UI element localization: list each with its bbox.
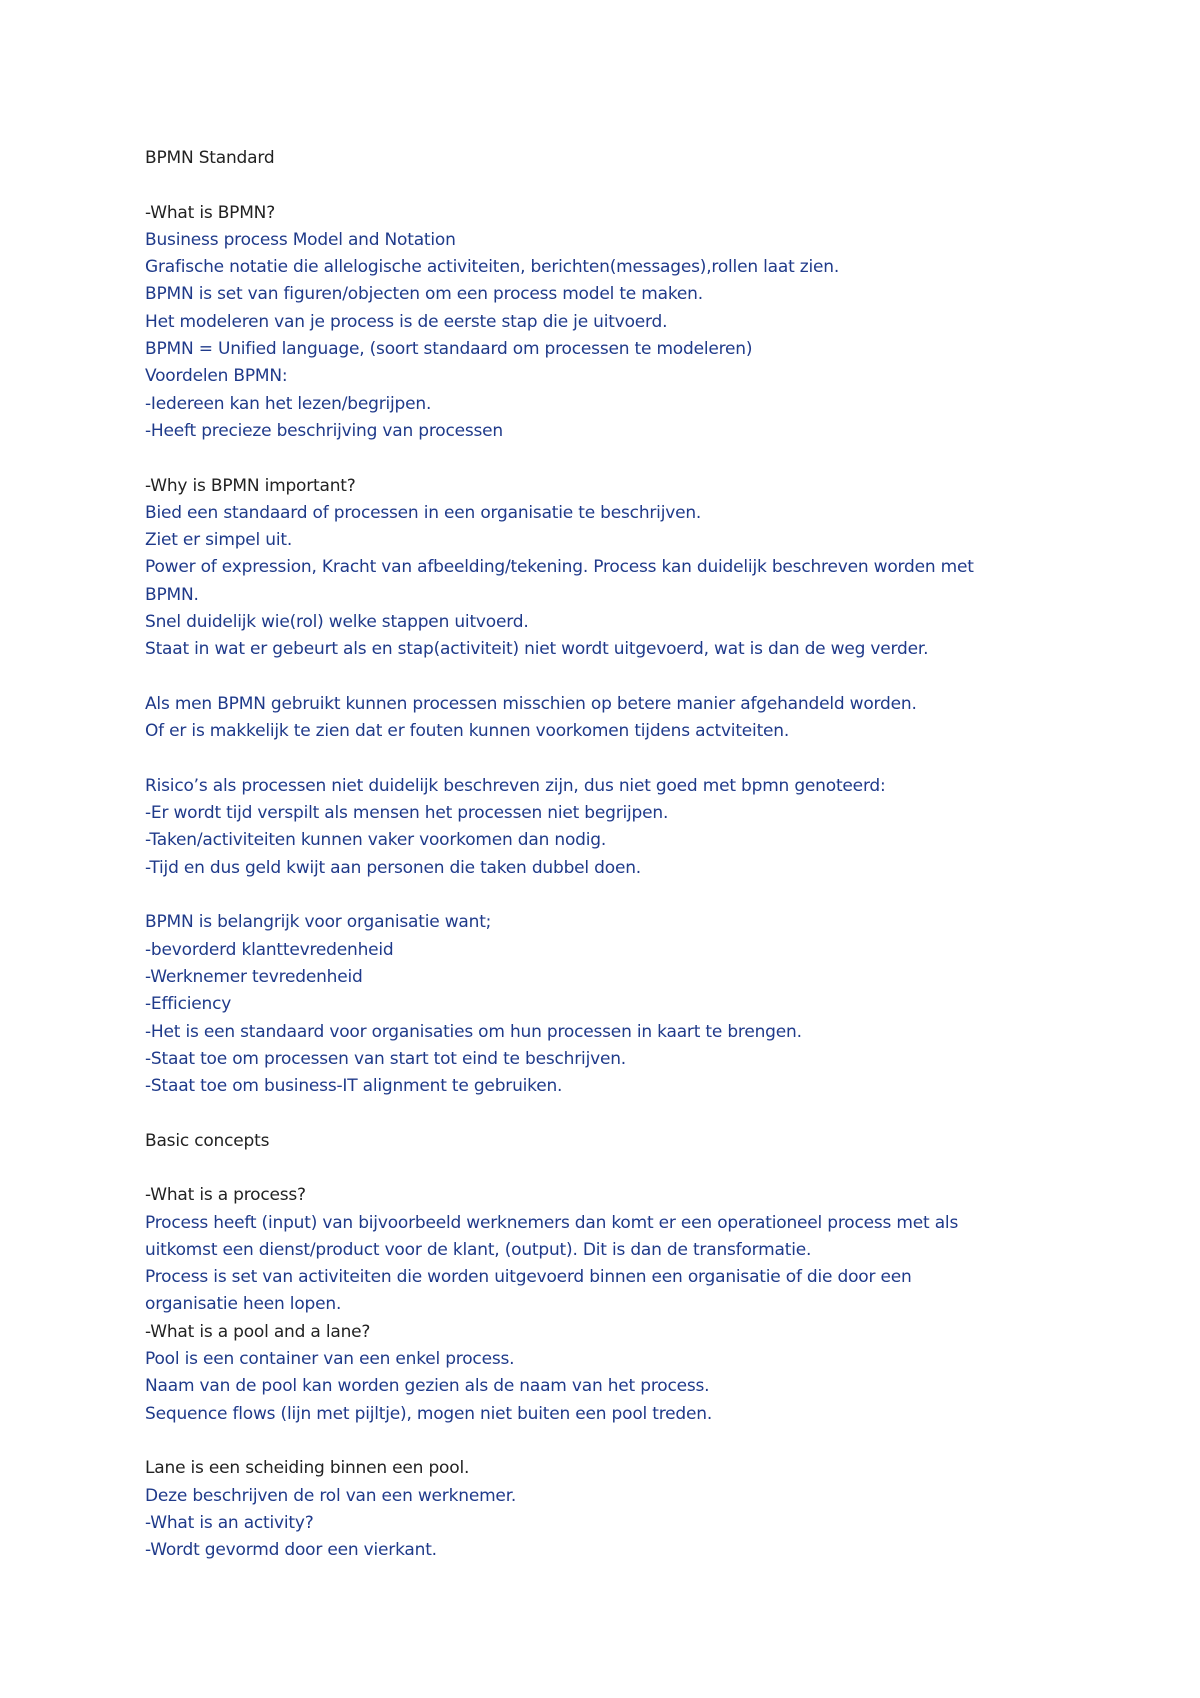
text-line: Ziet er simpel uit.	[145, 530, 293, 551]
text-line: BPMN.	[145, 584, 199, 605]
text-line: -bevorderd klanttevredenheid	[145, 939, 394, 960]
heading-line: BPMN Standard	[145, 148, 275, 168]
heading-line: -What is a pool and a lane?	[145, 1321, 371, 1342]
blank-line	[145, 172, 1065, 199]
text-line: -What is an activity?	[145, 1512, 314, 1533]
text-line: -Er wordt tijd verspilt als mensen het processen niet begrijpen.	[145, 803, 669, 824]
text-line: Voordelen BPMN:	[145, 366, 288, 387]
text-line: Process heeft (input) van bijvoorbeeld werknemers dan komt er een operationeel process met als	[145, 1212, 959, 1233]
text-line: Deze beschrijven de rol van een werknemer.	[145, 1485, 517, 1506]
text-line: Als men BPMN gebruikt kunnen processen misschien op betere manier afgehandeld worden.	[145, 693, 917, 714]
document-body	[145, 145, 1065, 1564]
text-line: Process is set van activiteiten die worden uitgevoerd binnen een organisatie of die door een	[145, 1267, 912, 1288]
blank-line	[145, 882, 1065, 909]
heading-line: -Why is BPMN important?	[145, 475, 356, 496]
text-line: BPMN is set van figuren/objecten om een process model te maken.	[145, 284, 703, 305]
text-line: BPMN = Unified language, (soort standaard om processen te modeleren)	[145, 339, 753, 360]
text-line: -Werknemer tevredenheid	[145, 966, 363, 987]
text-line: -Iedereen kan het lezen/begrijpen.	[145, 393, 432, 414]
text-line: -Efficiency	[145, 994, 232, 1015]
blank-line	[145, 746, 1065, 773]
text-line: Power of expression, Kracht van afbeelding/tekening. Process kan duidelijk beschreven worden met	[145, 557, 974, 578]
text-line: -Taken/activiteiten kunnen vaker voorkomen dan nodig.	[145, 830, 607, 851]
text-line: Het modeleren van je process is de eerste stap die je uitvoerd.	[145, 311, 668, 332]
text-line: Pool is een container van een enkel process.	[145, 1349, 515, 1370]
text-line: Bied een standaard of processen in een organisatie te beschrijven.	[145, 502, 702, 523]
text-line: Of er is makkelijk te zien dat er fouten kunnen voorkomen tijdens actviteiten.	[145, 721, 790, 742]
text-line: -Staat toe om processen van start tot eind te beschrijven.	[145, 1048, 626, 1069]
blank-line	[145, 664, 1065, 691]
text-line: organisatie heen lopen.	[145, 1294, 342, 1315]
blank-line	[145, 1155, 1065, 1182]
text-line: -Het is een standaard voor organisaties om hun processen in kaart te brengen.	[145, 1021, 802, 1042]
text-line: Risico’s als processen niet duidelijk beschreven zijn, dus niet goed met bpmn genoteerd:	[145, 775, 886, 796]
text-line: Grafische notatie die allelogische activiteiten, berichten(messages),rollen laat zien.	[145, 257, 840, 278]
heading-line: -What is BPMN?	[145, 202, 276, 223]
blank-line	[145, 1100, 1065, 1127]
blank-line	[145, 1428, 1065, 1455]
heading-line: Lane is een scheiding binnen een pool.	[145, 1458, 470, 1479]
text-line: -Heeft precieze beschrijving van processen	[145, 420, 504, 441]
text-line: uitkomst een dienst/product voor de klant, (output). Dit is dan de transformatie.	[145, 1239, 812, 1260]
text-line: -Staat toe om business-IT alignment te gebruiken.	[145, 1076, 563, 1097]
heading-line: Basic concepts	[145, 1130, 270, 1151]
text-line: -Tijd en dus geld kwijt aan personen die taken dubbel doen.	[145, 857, 641, 878]
text-line: Sequence flows (lijn met pijltje), mogen niet buiten een pool treden.	[145, 1403, 713, 1424]
text-line: Business process Model and Notation	[145, 229, 456, 250]
text-line: Staat in wat er gebeurt als en stap(activiteit) niet wordt uitgevoerd, wat is dan de weg verder.	[145, 639, 929, 660]
heading-line: -What is a process?	[145, 1185, 306, 1206]
text-line: BPMN is belangrijk voor organisatie want;	[145, 912, 492, 933]
text-line: Snel duidelijk wie(rol) welke stappen uitvoerd.	[145, 612, 529, 633]
text-line: Naam van de pool kan worden gezien als de naam van het process.	[145, 1376, 710, 1397]
blank-line	[145, 445, 1065, 472]
text-line: -Wordt gevormd door een vierkant.	[145, 1540, 437, 1561]
